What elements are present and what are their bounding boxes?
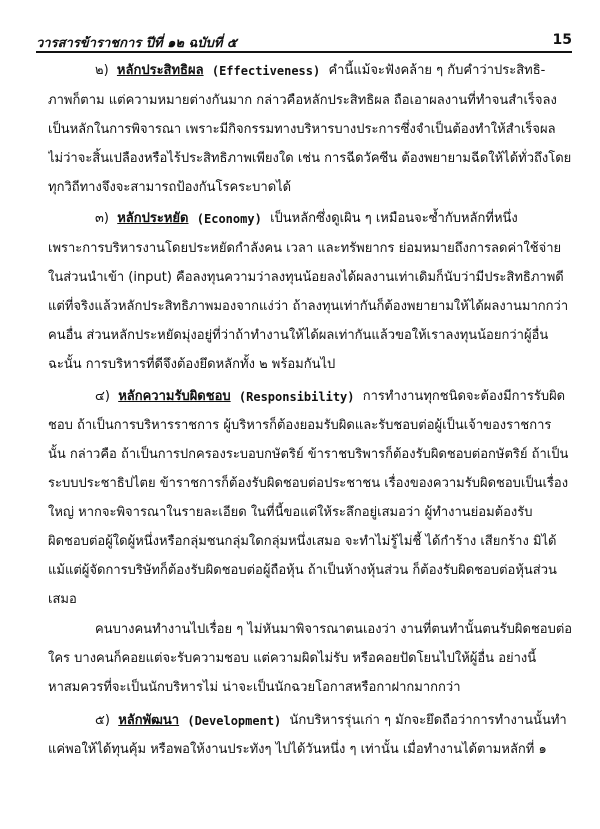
paragraph-line: เสมอ	[48, 592, 77, 607]
paragraph-line: ใหญ่ หากจะพิจารณาในรายละเอียด ในที่นี้ขอแต่ให้ระลึกอยู่เสมอว่า ผู้ทำงานย่อมต้องรับ	[48, 505, 533, 520]
paragraph-line: นักบริหารรุ่นเก่า ๆ มักจะยึดถือว่าการทำงานนั้นทำ	[289, 713, 567, 728]
section-number: ๒)	[95, 63, 109, 78]
paragraph-line: แค่พอให้ได้ทุนคุ้ม หรือพอให้งานประทังๆ ไปได้วันหนึ่ง ๆ เท่านั้น เมื่อทำงานได้ตามหลักที่ ๑	[48, 742, 547, 757]
paragraph-line: คำนี้แม้จะฟังคล้าย ๆ กับคำว่าประสิทธิ-	[328, 63, 546, 78]
paragraph-line: ระบบประชาธิปไตย ข้าราชการก็ต้องรับผิดชอบต่อประชาชน เรื่องของความรับผิดชอบเป็นเรื่อง	[48, 476, 569, 491]
section-heading-thai: หลักประสิทธิผล	[116, 63, 204, 78]
paragraph-line: การทำงานทุกชนิดจะต้องมีการรับผิด	[362, 389, 566, 404]
paragraph-line: แม้แต่ผู้จัดการบริษัทก็ต้องรับผิดชอบต่อผู้ถือหุ้น ถ้าเป็นห้างหุ้นส่วน ก็ต้องรับผิดชอบต่อหุ้นส่วน	[48, 563, 557, 578]
paragraph-line: ทุกวิถีทางจึงจะสามารถป้องกันโรคระบาดได้	[48, 180, 292, 195]
section-heading-thai: หลักพัฒนา	[118, 713, 180, 728]
running-header	[36, 32, 572, 54]
paragraph-line: นั้น กล่าวคือ ถ้าเป็นการปกครองระบอบกษัตริย์ ข้าราชบริพารก็ต้องรับผิดชอบต่อกษัตริย์ ถ้าเป็น	[48, 447, 569, 462]
paragraph-line: ในส่วนนำเข้า (input) คือลงทุนความว่าลงทุนน้อยลงได้ผลงานเท่าเดิมก็นับว่ามีประสิทธิภาพดี	[48, 270, 564, 285]
section-heading-english: (Economy)	[196, 212, 262, 226]
paragraph-line: หาสมควรที่จะเป็นนักบริหารไม่ น่าจะเป็นนักฉวยโอกาสหรือกาฝากมากกว่า	[48, 680, 461, 695]
header-rule	[36, 51, 572, 53]
paragraph-line: คนอื่น ส่วนหลักประหยัดมุ่งอยู่ที่ว่าถ้าทำงานให้ได้ผลเท่ากันแล้วขอให้เราลงทุนน้อยกว่าผู้อื่น	[48, 328, 549, 343]
section-2-heading-line	[95, 58, 595, 84]
section-heading-english: (Responsibility)	[238, 390, 355, 404]
paragraph-line: ชอบ ถ้าเป็นการบริหารราชการ ผู้บริหารก็ต้องยอมรับผิดและรับชอบต่อผู้เป็นเจ้าของราชการ	[48, 418, 552, 433]
section-heading-english: (Development)	[187, 714, 282, 728]
paragraph-line: แต่ที่จริงแล้วหลักประสิทธิภาพมองจากแง่ว่า ถ้าลงทุนเท่ากันก็ต้องพยายามให้ได้ผลงานมากกว่า	[48, 299, 569, 314]
section-5-heading-line	[95, 708, 595, 734]
section-3-heading-line	[95, 206, 595, 232]
journal-title: วารสารข้าราชการ ปีที่ ๑๒ ฉบับที่ ๕	[36, 36, 237, 51]
section-heading-thai: หลักความรับผิดชอบ	[118, 389, 231, 404]
section-number: ๓)	[95, 211, 109, 226]
paragraph-line: ไม่ว่าจะสิ้นเปลืองหรือไร้ประสิทธิภาพเพียงใด เช่น การฉีดวัคซีน ต้องพยายามฉีดให้ได้ทั่วถึงโดย	[48, 151, 572, 166]
paragraph-line: ฉะนั้น การบริหารที่ดีจึงต้องยึดหลักทั้ง ๒ พร้อมกันไป	[48, 357, 336, 372]
paragraph-line: ใคร บางคนก็คอยแต่จะรับความชอบ แต่ความผิดไม่รับ หรือคอยปัดโยนไปให้ผู้อื่น อย่างนี้	[48, 651, 537, 666]
paragraph-line: คนบางคนทำงานไปเรื่อย ๆ ไม่หันมาพิจารณาตนเองว่า งานที่ตนทำนั้นตนรับผิดชอบต่อ	[95, 622, 573, 637]
section-number: ๕)	[95, 713, 110, 728]
paragraph-line: เพราะการบริหารงานโดยประหยัดกำลังคน เวลา และทรัพยากร ย่อมหมายถึงการลดค่าใช้จ่าย	[48, 241, 562, 256]
section-heading-english: (Effectiveness)	[211, 64, 321, 78]
paragraph-line: เป็นหลักซึ่งดูเผิน ๆ เหมือนจะซ้ำกับหลักที่หนึ่ง	[270, 211, 518, 226]
paragraph-line: ภาพก็ตาม แต่ความหมายต่างกันมาก กล่าวคือหลักประสิทธิผล ถือเอาผลงานที่ทำจนสำเร็จลง	[48, 93, 557, 108]
paragraph-line: เป็นหลักในการพิจารณา เพราะมีกิจกรรมทางบริหารบางประการซึ่งจำเป็นต้องทำให้สำเร็จผล	[48, 122, 556, 137]
page-number: 15	[552, 32, 572, 48]
section-4-heading-line	[95, 384, 595, 410]
section-number: ๔)	[95, 389, 110, 404]
paragraph-line: ผิดชอบต่อผู้ใดผู้หนึ่งหรือกลุ่มชนกลุ่มใดกลุ่มหนึ่งเสมอ จะทำไม่รู้ไม่ชี้ ได้กำร้าง เสียกร้าง มิได้	[48, 534, 557, 549]
section-heading-thai: หลักประหยัด	[117, 211, 189, 226]
